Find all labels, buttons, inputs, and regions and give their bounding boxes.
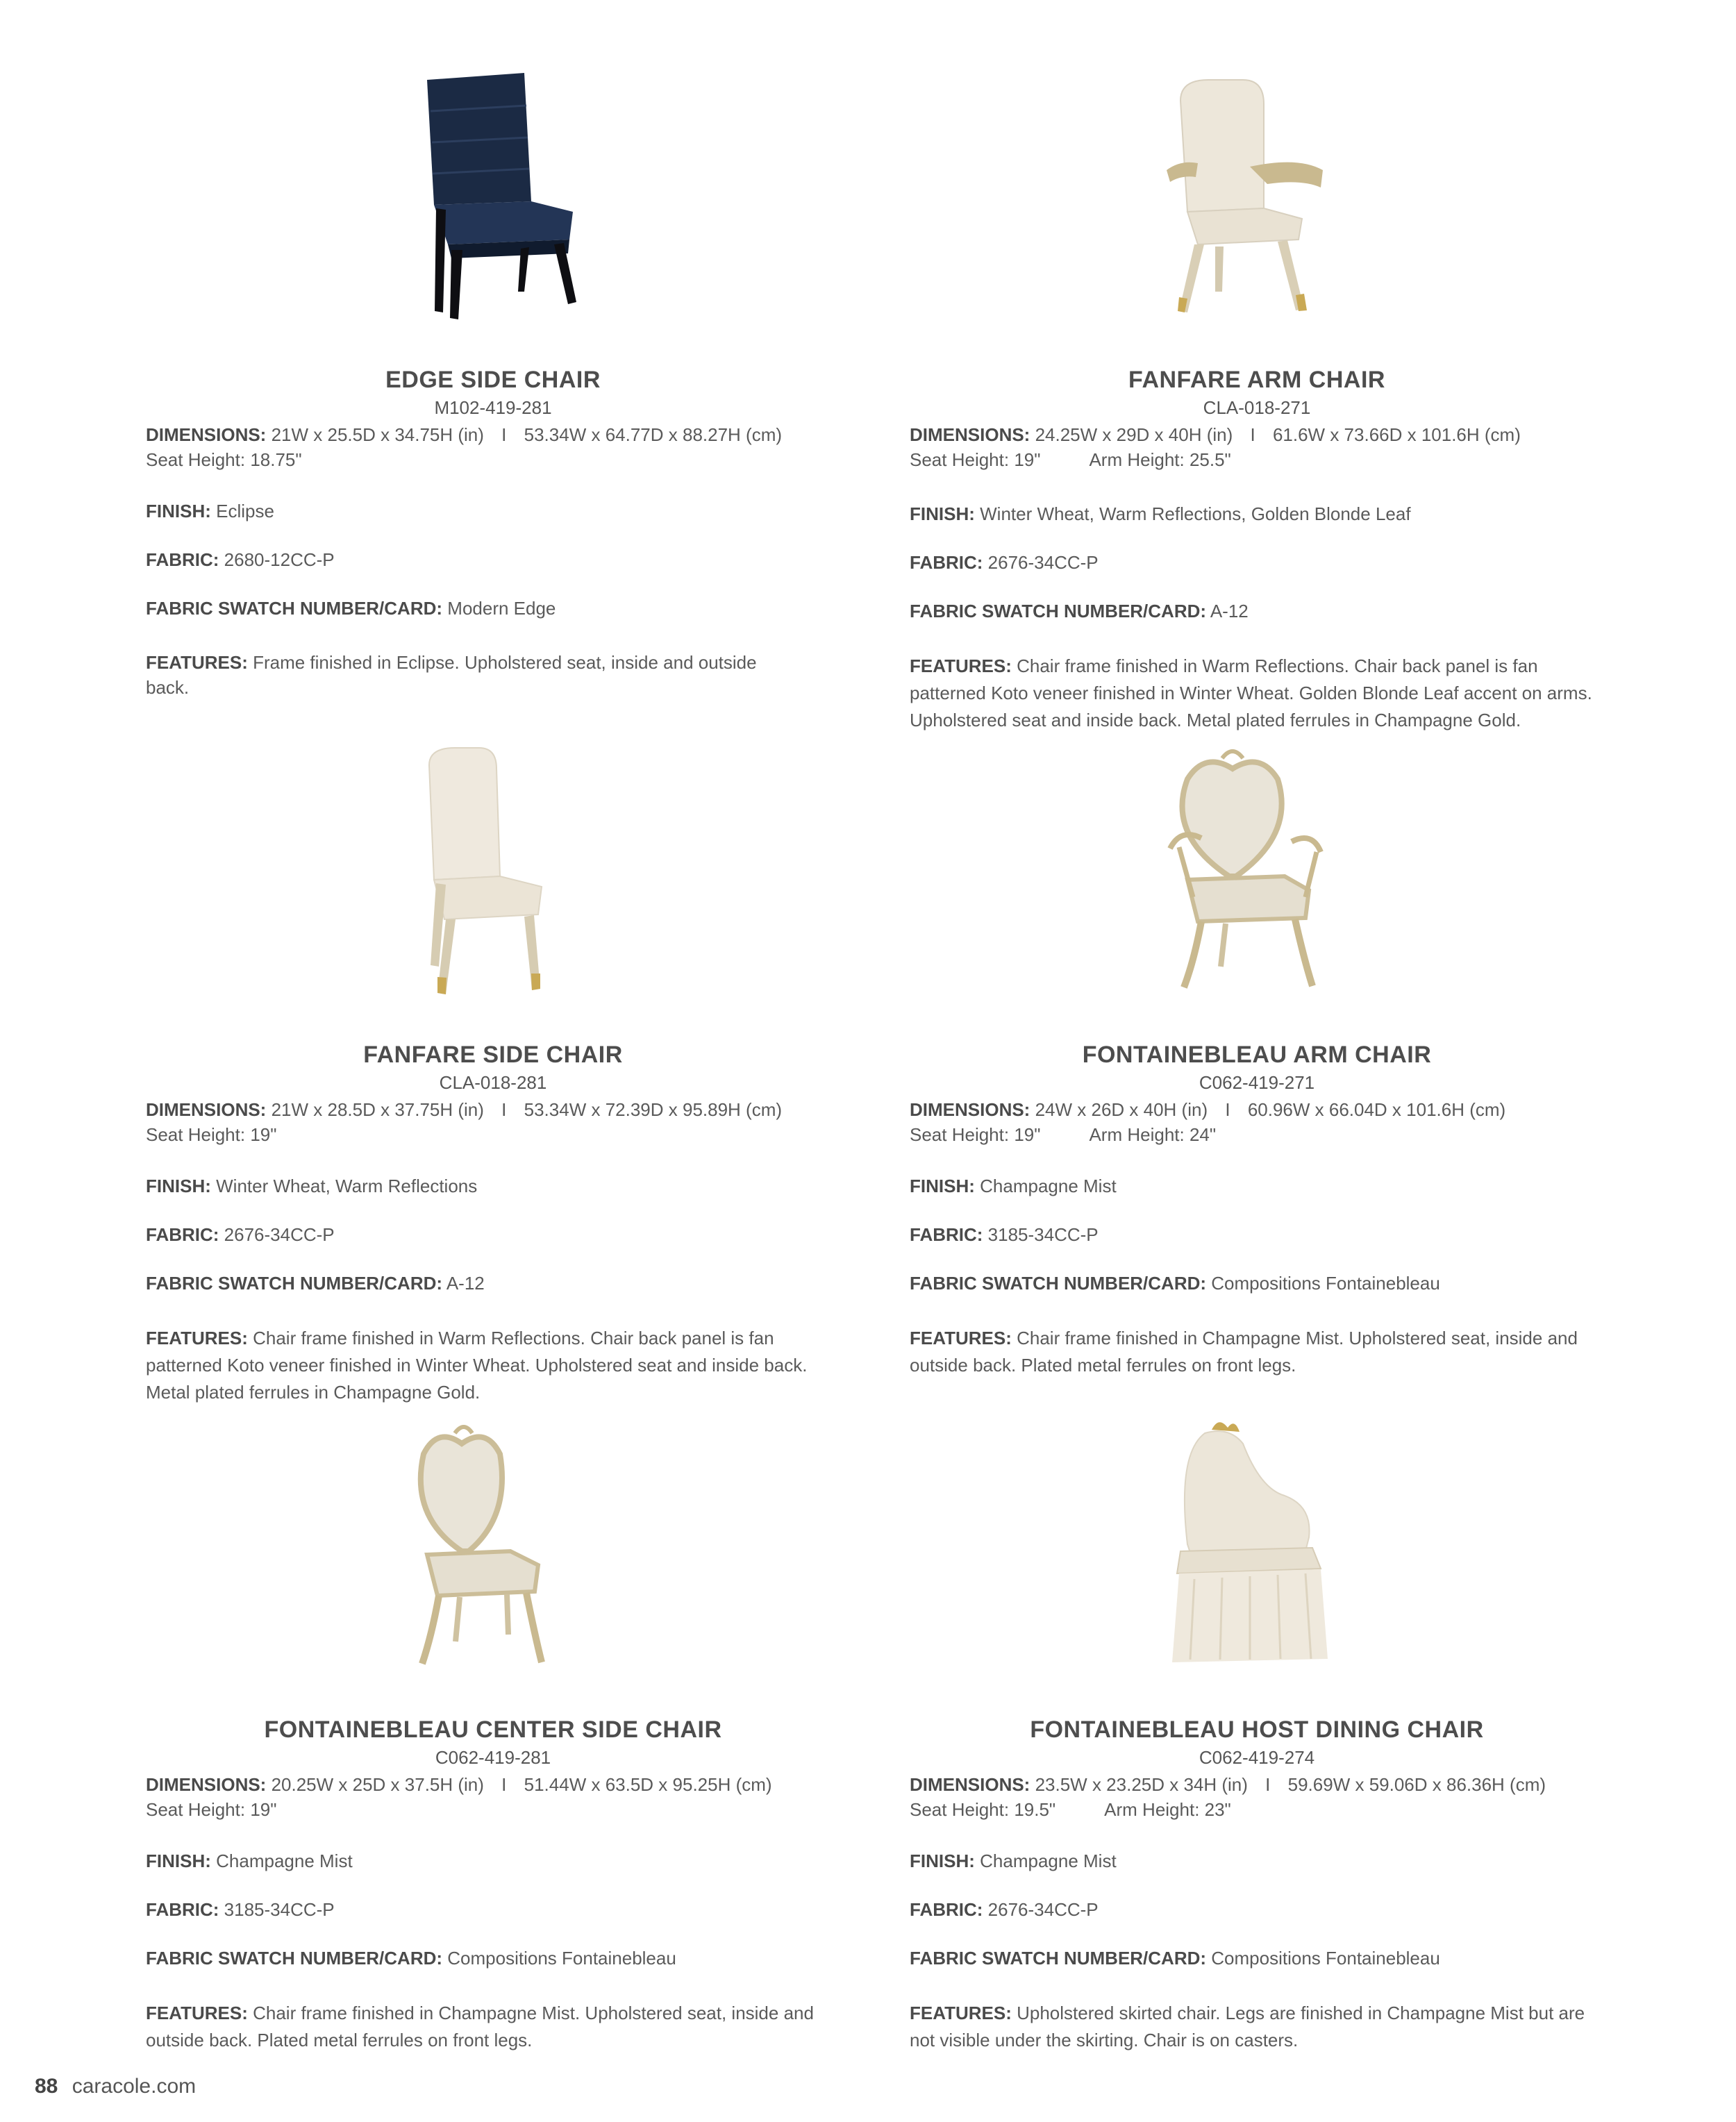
features-block (146, 2000, 840, 2054)
dimensions-block (146, 422, 840, 472)
dimensions-in: 20.25W x 25D x 37.5H (in) (271, 1774, 484, 1795)
dimensions-label: DIMENSIONS: (910, 1099, 1030, 1120)
finish-line (910, 501, 1604, 526)
swatch-value: Modern Edge (447, 598, 556, 619)
features-value: Upholstered skirted chair. Legs are finished in Champagne Mist but are not visible under the skirting. Chair is on casters. (910, 2003, 1585, 2050)
product-image (910, 62, 1674, 354)
features-block (910, 1325, 1604, 1379)
separator: I (1250, 424, 1255, 445)
finish-value: Winter Wheat, Warm Reflections, Golden Blonde Leaf (980, 503, 1411, 524)
finish-line (146, 499, 840, 524)
fabric-line (910, 550, 1604, 575)
swatch-line (910, 1271, 1604, 1296)
seat-height: Seat Height: 18.75" (146, 449, 302, 470)
fabric-line (146, 547, 840, 572)
finish-value: Champagne Mist (980, 1851, 1117, 1871)
seat-height: Seat Height: 19" (910, 1124, 1041, 1145)
heart-back-arm-chair-icon (1139, 737, 1361, 1001)
arm-height: Arm Height: 25.5" (1089, 449, 1231, 470)
finish-line (146, 1173, 840, 1198)
swatch-label: FABRIC SWATCH NUMBER/CARD: (910, 1273, 1207, 1294)
finish-line (146, 1848, 840, 1873)
finish-label: FINISH: (146, 501, 211, 521)
features-value: Chair frame finished in Warm Reflections. Chair back panel is fan patterned Koto veneer finished in Winter Wheat. Upholstered seat and inside back. Metal plated ferrules in Champagne Gold. (146, 1328, 808, 1403)
features-value: Chair frame finished in Warm Reflections. Chair back panel is fan patterned Koto veneer finished in Winter Wheat. Golden Blonde Leaf accent on arms. Upholstered seat and inside back. Metal plated ferrules in Champagne Gold. (910, 655, 1592, 730)
finish-value: Champagne Mist (980, 1176, 1117, 1196)
fabric-line (146, 1222, 840, 1247)
fabric-label: FABRIC: (910, 552, 983, 573)
swatch-value: Compositions Fontainebleau (447, 1948, 676, 1969)
dimensions-in: 24W x 26D x 40H (in) (1035, 1099, 1208, 1120)
features-block (910, 653, 1604, 734)
seat-height: Seat Height: 19" (910, 449, 1041, 470)
swatch-line (910, 1946, 1604, 1971)
dimensions-cm: 59.69W x 59.06D x 86.36H (cm) (1287, 1774, 1546, 1795)
fabric-value: 2676-34CC-P (224, 1224, 335, 1245)
features-block (146, 650, 771, 700)
product-sku: M102-419-281 (434, 397, 552, 418)
page-footer (35, 2075, 196, 2098)
cream-arm-chair-icon (1139, 62, 1361, 326)
arm-height: Arm Height: 24" (1089, 1124, 1217, 1145)
features-label: FEATURES: (910, 655, 1012, 676)
fabric-value: 3185-34CC-P (224, 1899, 335, 1920)
dimensions-in: 23.5W x 23.25D x 34H (in) (1035, 1774, 1248, 1795)
seat-height: Seat Height: 19" (146, 1799, 277, 1820)
swatch-line (146, 596, 840, 621)
dimensions-cm: 53.34W x 72.39D x 95.89H (cm) (524, 1099, 783, 1120)
dimensions-label: DIMENSIONS: (146, 1774, 267, 1795)
fabric-line (910, 1897, 1604, 1922)
product-image (146, 62, 910, 354)
features-value: Chair frame finished in Champagne Mist. Upholstered seat, inside and outside back. Plated metal ferrules on front legs. (146, 2003, 814, 2050)
features-label: FEATURES: (146, 652, 248, 673)
dimensions-block (146, 1772, 840, 1822)
product-image (910, 1412, 1674, 1704)
dimensions-in: 24.25W x 29D x 40H (in) (1035, 424, 1233, 445)
fabric-label: FABRIC: (146, 1224, 219, 1245)
product-image (146, 737, 910, 1029)
site-link[interactable]: caracole.com (72, 2075, 197, 2098)
product-sku: C062-419-281 (435, 1747, 551, 1768)
product-title: EDGE SIDE CHAIR (385, 367, 601, 393)
product-title: FANFARE ARM CHAIR (1128, 367, 1385, 393)
fabric-label: FABRIC: (146, 1899, 219, 1920)
finish-line (910, 1173, 1604, 1198)
features-value: Chair frame finished in Champagne Mist. Upholstered seat, inside and outside back. Plated metal ferrules on front legs. (910, 1328, 1578, 1376)
fabric-value: 2676-34CC-P (987, 1899, 1099, 1920)
fabric-value: 2676-34CC-P (987, 552, 1099, 573)
fabric-label: FABRIC: (910, 1899, 983, 1920)
product-title: FANFARE SIDE CHAIR (363, 1042, 623, 1068)
features-label: FEATURES: (910, 2003, 1012, 2023)
fabric-value: 2680-12CC-P (224, 549, 335, 570)
fabric-value: 3185-34CC-P (987, 1224, 1099, 1245)
dimensions-in: 21W x 25.5D x 34.75H (in) (271, 424, 484, 445)
dimensions-cm: 53.34W x 64.77D x 88.27H (cm) (524, 424, 783, 445)
swatch-label: FABRIC SWATCH NUMBER/CARD: (910, 601, 1207, 621)
product-image (146, 1412, 910, 1704)
finish-value: Champagne Mist (216, 1851, 353, 1871)
dimensions-cm: 60.96W x 66.04D x 101.6H (cm) (1247, 1099, 1506, 1120)
seat-height: Seat Height: 19" (146, 1124, 277, 1145)
dimensions-block (910, 422, 1604, 472)
features-label: FEATURES: (146, 1328, 248, 1348)
dimensions-block (910, 1097, 1604, 1147)
swatch-label: FABRIC SWATCH NUMBER/CARD: (146, 1273, 443, 1294)
finish-value: Eclipse (216, 501, 274, 521)
finish-label: FINISH: (146, 1176, 211, 1196)
separator: I (501, 1774, 507, 1795)
features-block (910, 2000, 1604, 2054)
heart-back-side-chair-icon (382, 1412, 590, 1676)
swatch-line (910, 599, 1604, 624)
product-title: FONTAINEBLEAU CENTER SIDE CHAIR (264, 1716, 722, 1743)
swatch-line (146, 1946, 840, 1971)
separator: I (501, 424, 507, 445)
fabric-label: FABRIC: (146, 549, 219, 570)
finish-value: Winter Wheat, Warm Reflections (216, 1176, 478, 1196)
swatch-label: FABRIC SWATCH NUMBER/CARD: (146, 1948, 443, 1969)
product-sku: C062-419-271 (1199, 1072, 1315, 1093)
product-title: FONTAINEBLEAU HOST DINING CHAIR (1030, 1716, 1484, 1743)
finish-label: FINISH: (910, 1851, 975, 1871)
finish-line (910, 1848, 1604, 1873)
dimensions-block (146, 1097, 840, 1147)
finish-label: FINISH: (910, 1176, 975, 1196)
product-sku: C062-419-274 (1199, 1747, 1315, 1768)
finish-label: FINISH: (146, 1851, 211, 1871)
fabric-label: FABRIC: (910, 1224, 983, 1245)
swatch-value: Compositions Fontainebleau (1211, 1948, 1440, 1969)
swatch-line (146, 1271, 840, 1296)
separator: I (1265, 1774, 1271, 1795)
product-title: FONTAINEBLEAU ARM CHAIR (1082, 1042, 1432, 1068)
page-number: 88 (35, 2075, 58, 2098)
dimensions-in: 21W x 28.5D x 37.75H (in) (271, 1099, 484, 1120)
swatch-value: Compositions Fontainebleau (1211, 1273, 1440, 1294)
fabric-line (910, 1222, 1604, 1247)
cream-side-chair-icon (382, 737, 590, 1001)
seat-height: Seat Height: 19.5" (910, 1799, 1056, 1820)
swatch-value: A-12 (1210, 601, 1249, 621)
dimensions-label: DIMENSIONS: (146, 1099, 267, 1120)
arm-height: Arm Height: 23" (1104, 1799, 1231, 1820)
swatch-label: FABRIC SWATCH NUMBER/CARD: (146, 598, 443, 619)
features-label: FEATURES: (910, 1328, 1012, 1348)
skirted-host-chair-icon (1139, 1412, 1361, 1676)
swatch-label: FABRIC SWATCH NUMBER/CARD: (910, 1948, 1207, 1969)
dimensions-label: DIMENSIONS: (146, 424, 267, 445)
navy-side-chair-icon (382, 62, 590, 326)
features-label: FEATURES: (146, 2003, 248, 2023)
finish-label: FINISH: (910, 503, 975, 524)
dimensions-label: DIMENSIONS: (910, 424, 1030, 445)
features-block (146, 1325, 840, 1406)
product-image (910, 737, 1674, 1029)
features-value: Frame finished in Eclipse. Upholstered seat, inside and outside back. (146, 652, 757, 698)
separator: I (1225, 1099, 1230, 1120)
dimensions-cm: 51.44W x 63.5D x 95.25H (cm) (524, 1774, 772, 1795)
separator: I (501, 1099, 507, 1120)
swatch-value: A-12 (446, 1273, 485, 1294)
dimensions-block (910, 1772, 1604, 1822)
dimensions-cm: 61.6W x 73.66D x 101.6H (cm) (1272, 424, 1521, 445)
fabric-line (146, 1897, 840, 1922)
product-sku: CLA-018-271 (1203, 397, 1311, 418)
dimensions-label: DIMENSIONS: (910, 1774, 1030, 1795)
product-sku: CLA-018-281 (439, 1072, 547, 1093)
